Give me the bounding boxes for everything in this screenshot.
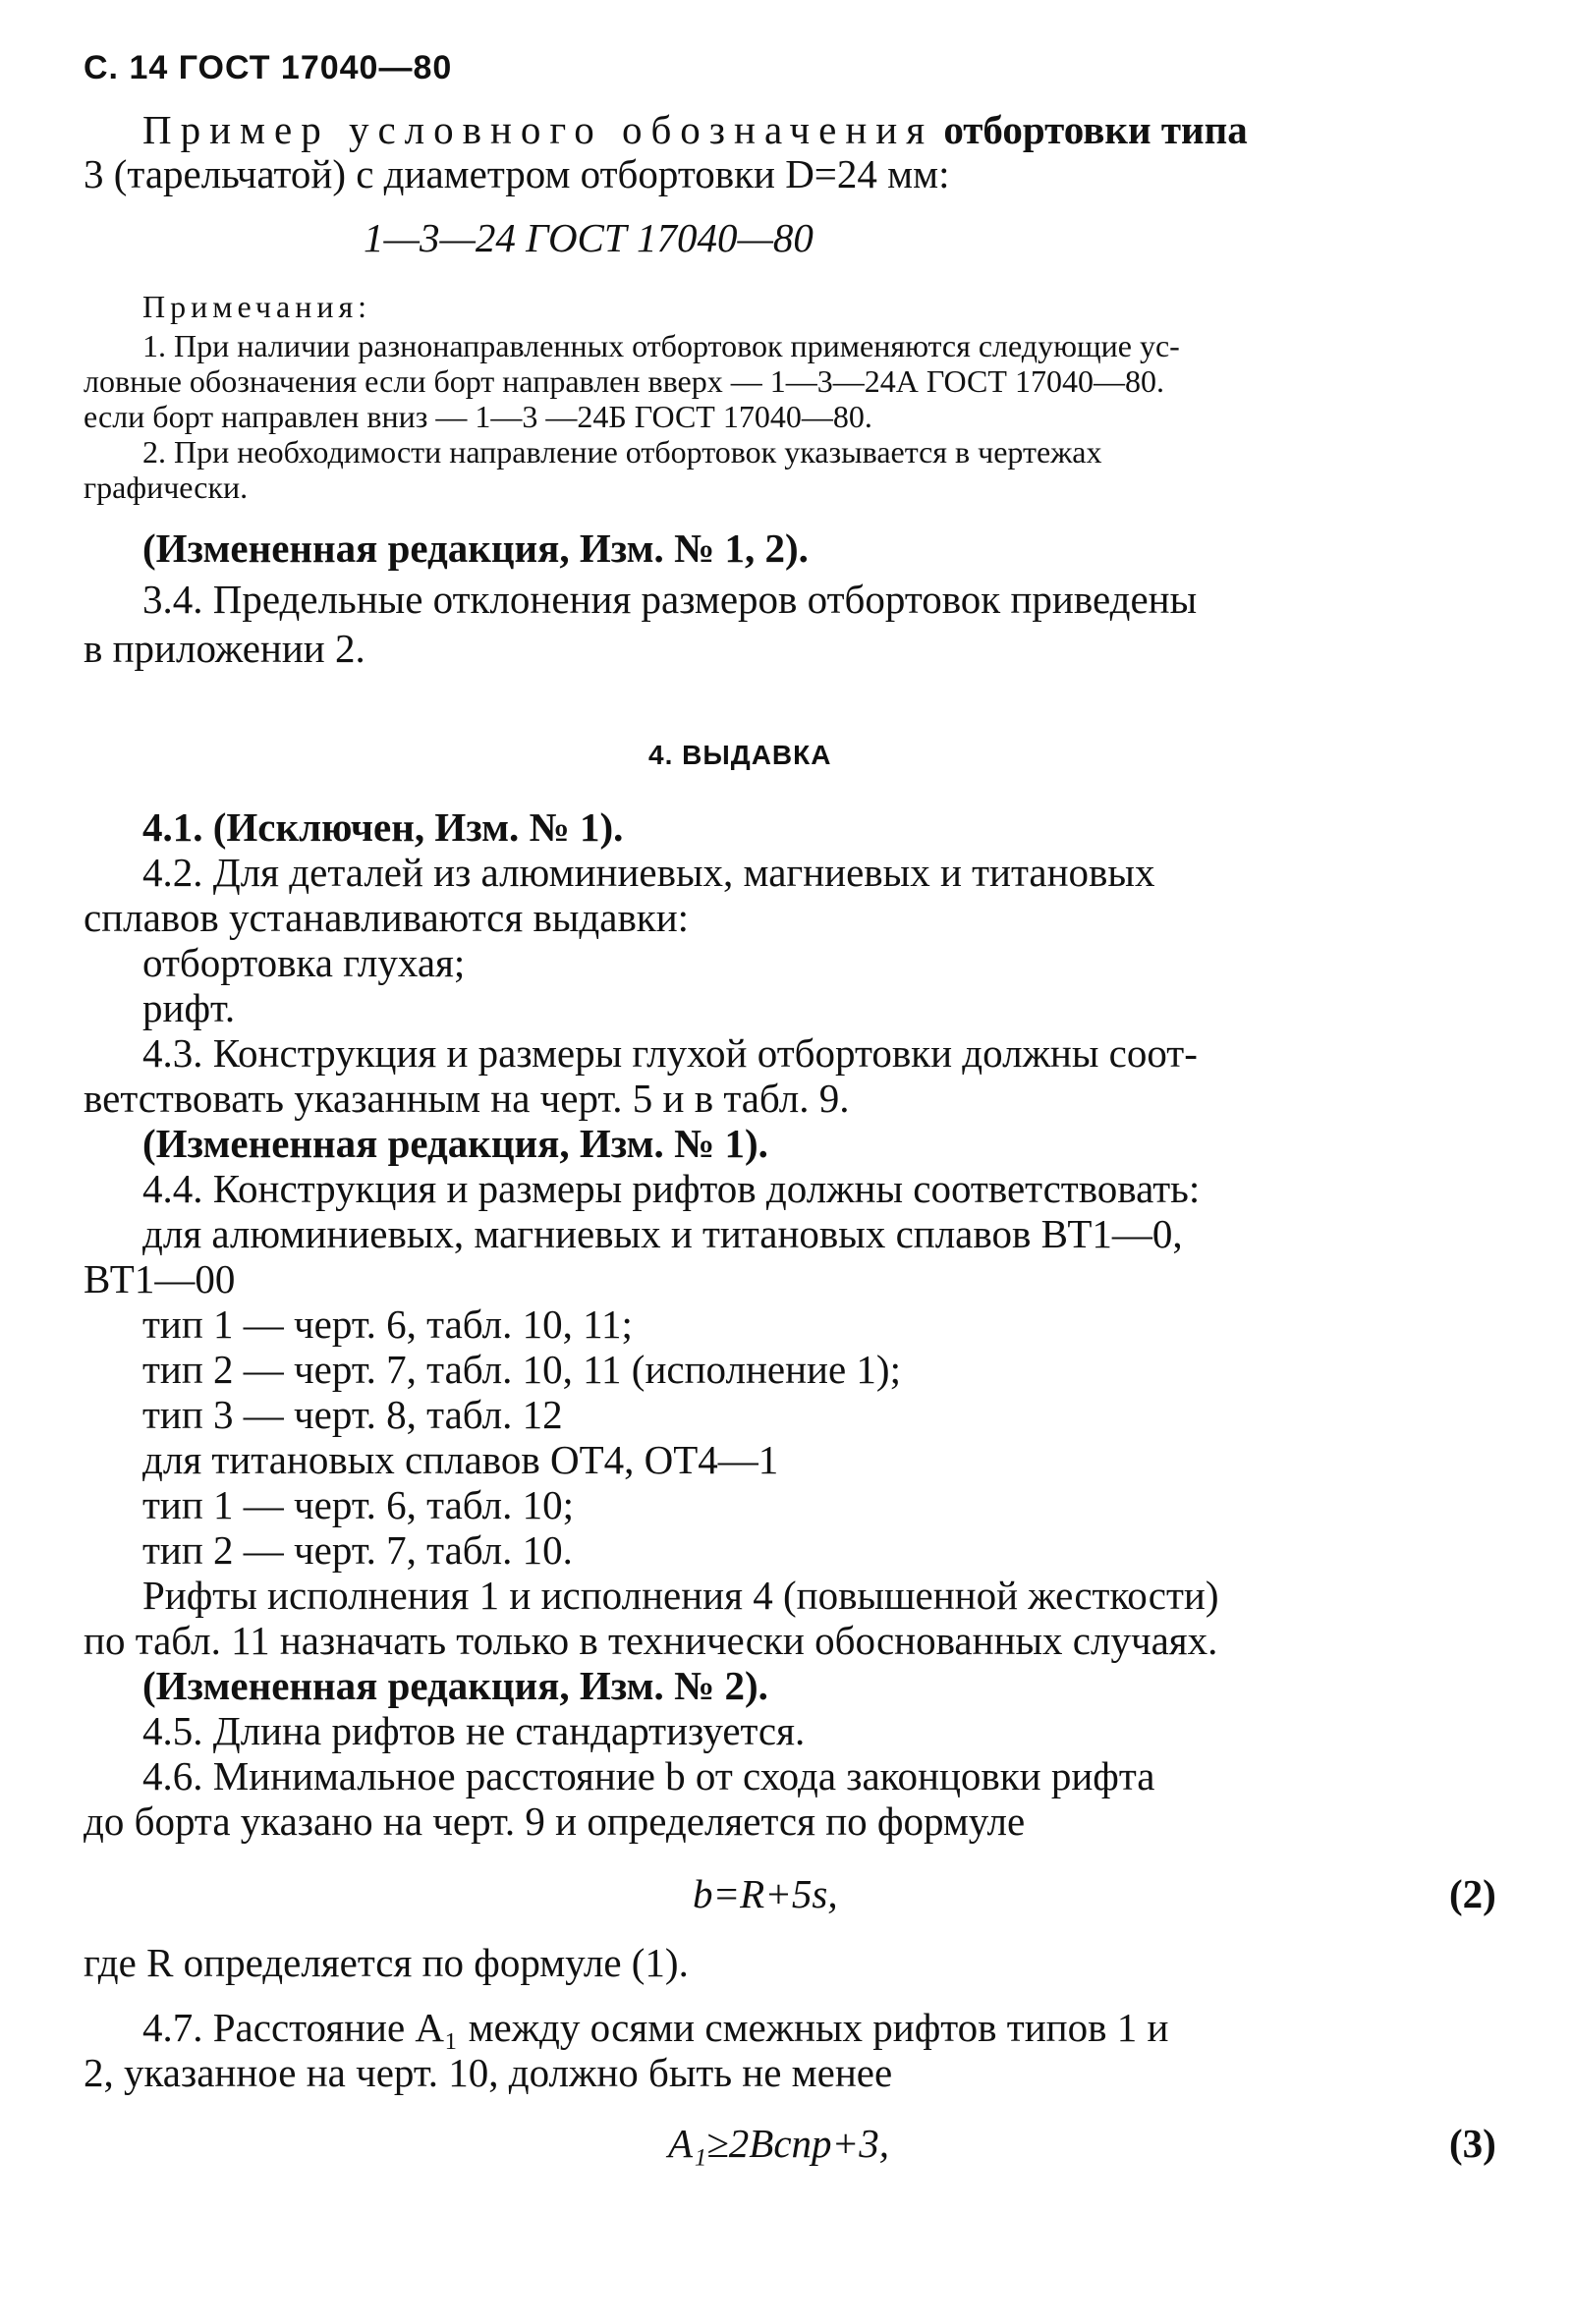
- para-4-4-line-6: по табл. 11 назначать только в технически обоснованных случаях.: [84, 1618, 1218, 1663]
- note-1-line-3: если борт направлен вниз — 1—3 —24Б ГОСТ 17040—80.: [84, 399, 872, 434]
- section-4-heading: 4. ВЫДАВКА: [648, 740, 832, 770]
- para-4-1: 4.1. (Исключен, Изм. № 1).: [142, 804, 624, 850]
- para-4-4-type-2: тип 2 — черт. 7, табл. 10, 11 (исполнение 1);: [142, 1347, 901, 1392]
- para-4-4-type-1: тип 1 — черт. 6, табл. 10, 11;: [142, 1301, 633, 1347]
- para-4-3-line-2: ветствовать указанным на черт. 5 и в табл. 9.: [84, 1076, 850, 1121]
- example-line-1: [142, 107, 1513, 152]
- para-4-4-line-1: 4.4. Конструкция и размеры рифтов должны соответствовать:: [142, 1166, 1201, 1211]
- para-4-6-line-1: 4.6. Минимальное расстояние b от схода законцовки рифта: [142, 1753, 1155, 1798]
- para-4-4-line-5: Рифты исполнения 1 и исполнения 4 (повышенной жесткости): [142, 1573, 1219, 1618]
- notes-title: Примечания:: [142, 289, 372, 324]
- para-4-6-line-3: где R определяется по формуле (1).: [84, 1940, 689, 1985]
- para-4-4-type-5: тип 2 — черт. 7, табл. 10.: [142, 1527, 573, 1573]
- formula-2: b=R+5s,: [693, 1871, 838, 1916]
- amendment-note-1: (Измененная редакция, Изм. № 1).: [142, 1121, 768, 1166]
- para-4-4-line-2: для алюминиевых, магниевых и титановых сплавов ВТ1—0,: [142, 1211, 1183, 1256]
- para-4-4-line-3: ВТ1—00: [84, 1256, 236, 1301]
- para-3-4-line-2: в приложении 2.: [84, 626, 365, 671]
- para-4-2-item-1: отбортовка глухая;: [142, 940, 466, 985]
- para-4-4-type-3: тип 3 — черт. 8, табл. 12: [142, 1392, 563, 1437]
- para-4-2-line-2: сплавов устанавливаются выдавки:: [84, 895, 690, 940]
- para-4-4-type-4: тип 1 — черт. 6, табл. 10;: [142, 1482, 574, 1527]
- para-4-2-item-2: рифт.: [142, 985, 236, 1030]
- example-designation: 1—3—24 ГОСТ 17040—80: [364, 215, 814, 260]
- formula-3: A₁≥2Bспр+3,: [668, 2121, 889, 2166]
- note-1-line-1: 1. При наличии разнонаправленных отбортовок применяются следующие ус-: [142, 328, 1180, 363]
- para-4-2-line-1: 4.2. Для деталей из алюминиевых, магниевых и титановых: [142, 850, 1155, 895]
- example-spaced-text: Пример условного обозначения: [142, 107, 934, 152]
- para-4-6-line-2: до борта указано на черт. 9 и определяется по формуле: [84, 1798, 1026, 1844]
- para-4-4-line-4: для титановых сплавов ОТ4, ОТ4—1: [142, 1437, 779, 1482]
- note-2-line-1: 2. При необходимости направление отбортовок указывается в чертежах: [142, 434, 1102, 470]
- example-line-2: 3 (тарельчатой) с диаметром отбортовки D=24 мм:: [84, 151, 950, 196]
- para-3-4-line-1: 3.4. Предельные отклонения размеров отбортовок приведены: [142, 577, 1198, 622]
- note-1-line-2: ловные обозначения если борт направлен вверх — 1—3—24А ГОСТ 17040—80.: [84, 363, 1164, 399]
- example-rest-text: отбортовки типа: [933, 107, 1248, 152]
- para-4-5: 4.5. Длина рифтов не стандартизуется.: [142, 1708, 806, 1753]
- amendment-note-2: (Измененная редакция, Изм. № 2).: [142, 1663, 768, 1708]
- page-header: С. 14 ГОСТ 17040—80: [84, 49, 453, 86]
- para-4-7-line-2: 2, указанное на черт. 10, должно быть не менее: [84, 2050, 893, 2095]
- formula-2-number: (2): [1449, 1871, 1496, 1916]
- para-4-3-line-1: 4.3. Конструкция и размеры глухой отбортовки должны соот-: [142, 1030, 1198, 1076]
- formula-3-number: (3): [1449, 2121, 1496, 2166]
- amendment-note-1-2: (Измененная редакция, Изм. № 1, 2).: [142, 526, 809, 571]
- para-4-7-line-1: 4.7. Расстояние A₁ между осями смежных рифтов типов 1 и: [142, 2005, 1169, 2050]
- note-2-line-2: графически.: [84, 470, 249, 505]
